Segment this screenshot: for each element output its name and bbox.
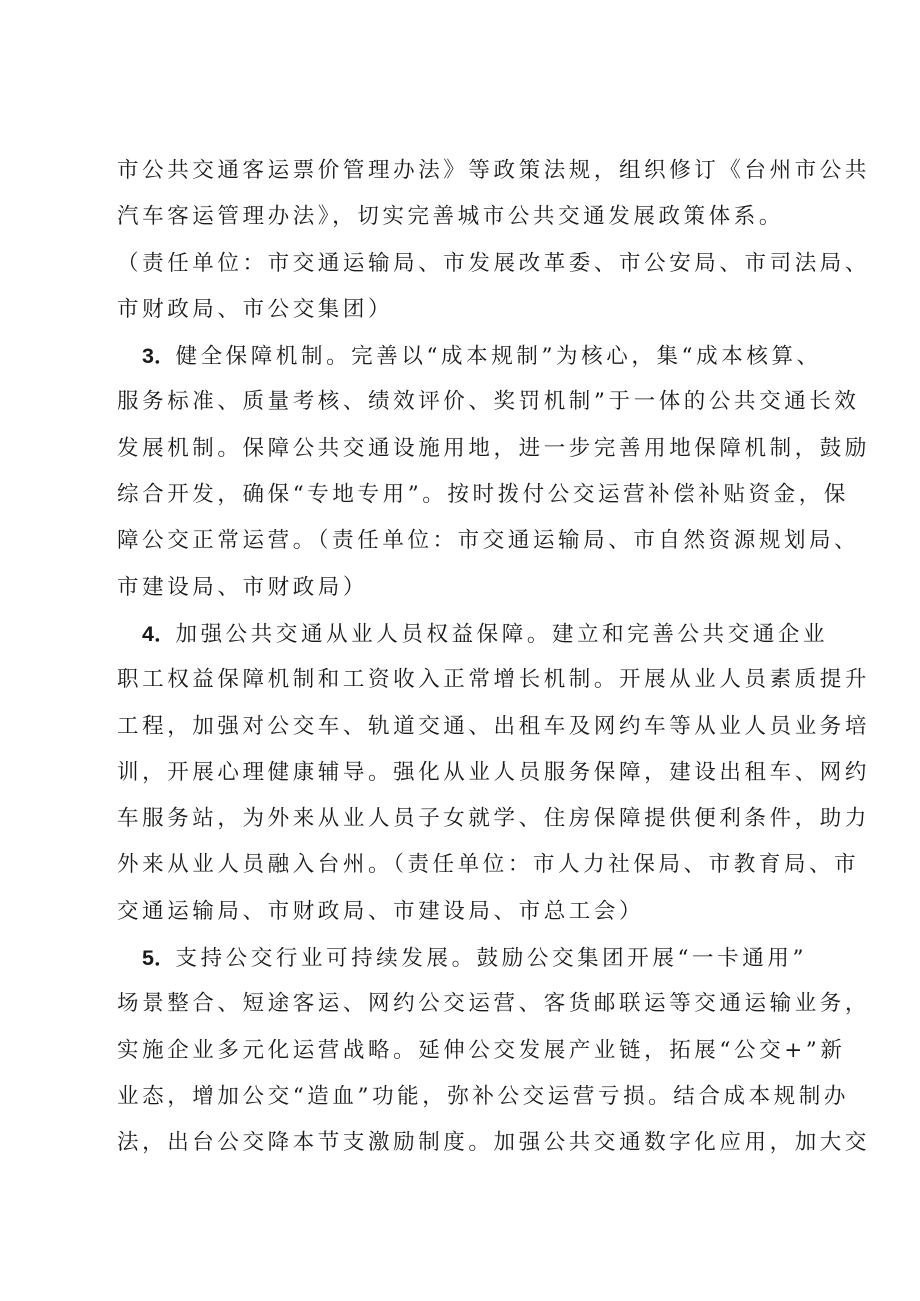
text-line: 汽车客运管理办法》，切实完善城市公共交通发展政策体系。 [117, 204, 784, 230]
text-line: 场景整合、短途客运、网约公交运营、客货邮联运等交通运输业务， [117, 991, 871, 1017]
text-line: 工程，加强对公交车、轨道交通、出租车及网约车等从业人员业务培 [117, 713, 871, 739]
responsibility-line: 市财政局、市公交集团） [117, 296, 394, 322]
text-line: 综合开发，确保“专地专用”。按时拨付公交运营补偿补贴资金，保 [117, 482, 849, 508]
text-line: 市建设局、市财政局） [117, 574, 369, 600]
document-page [117, 148, 871, 1167]
item-3-text: 健全保障机制。完善以“成本规制”为核心，集“成本核算、 [175, 344, 822, 370]
text-line: 实施企业多元化运营战略。延伸公交发展产业链，拓展“公交+”新 [117, 1037, 846, 1063]
text-line: 训，开展心理健康辅导。强化从业人员服务保障，建设出租车、网约 [117, 759, 871, 785]
text-line: 车服务站，为外来从业人员子女就学、住房保障提供便利条件，助力 [117, 806, 871, 832]
text-line: 法，出台公交降本节支激励制度。加强公共交通数字化应用，加大交 [117, 1130, 871, 1156]
item-4-heading-line [117, 611, 829, 657]
text-line: 市公共交通客运票价管理办法》等政策法规，组织修订《台州市公共 [117, 158, 871, 183]
item-number-5: 5． [142, 946, 176, 971]
text-line: 职工权益保障机制和工资收入正常增长机制。开展从业人员素质提升 [117, 667, 871, 693]
text-line: 障公交正常运营。（责任单位：市交通运输局、市自然资源规划局、 [117, 528, 860, 554]
text-line: 交通运输局、市财政局、市建设局、市总工会） [117, 898, 645, 924]
item-4-text: 加强公共交通从业人员权益保障。建立和完善公共交通企业 [175, 621, 829, 647]
item-number-3: 3． [142, 344, 176, 369]
responsibility-line: （责任单位：市交通运输局、市发展改革委、市公安局、市司法局、 [117, 250, 871, 276]
item-5-text: 支持公交行业可持续发展。鼓励公交集团开展“一卡通用” [175, 946, 808, 972]
text-line: 服务标准、质量考核、绩效评价、奖罚机制”于一体的公共交通长效 [117, 389, 860, 415]
text-line: 业态，增加公交“造血”功能，弥补公交运营亏损。结合成本规制办 [117, 1083, 849, 1109]
item-5-heading-line [117, 935, 823, 981]
item-3-heading-line [117, 333, 823, 379]
item-number-4: 4． [142, 621, 176, 646]
text-line: 发展机制。保障公共交通设施用地，进一步完善用地保障机制，鼓励 [117, 435, 871, 461]
text-line: 外来从业人员融入台州。（责任单位：市人力社保局、市教育局、市 [117, 852, 860, 878]
